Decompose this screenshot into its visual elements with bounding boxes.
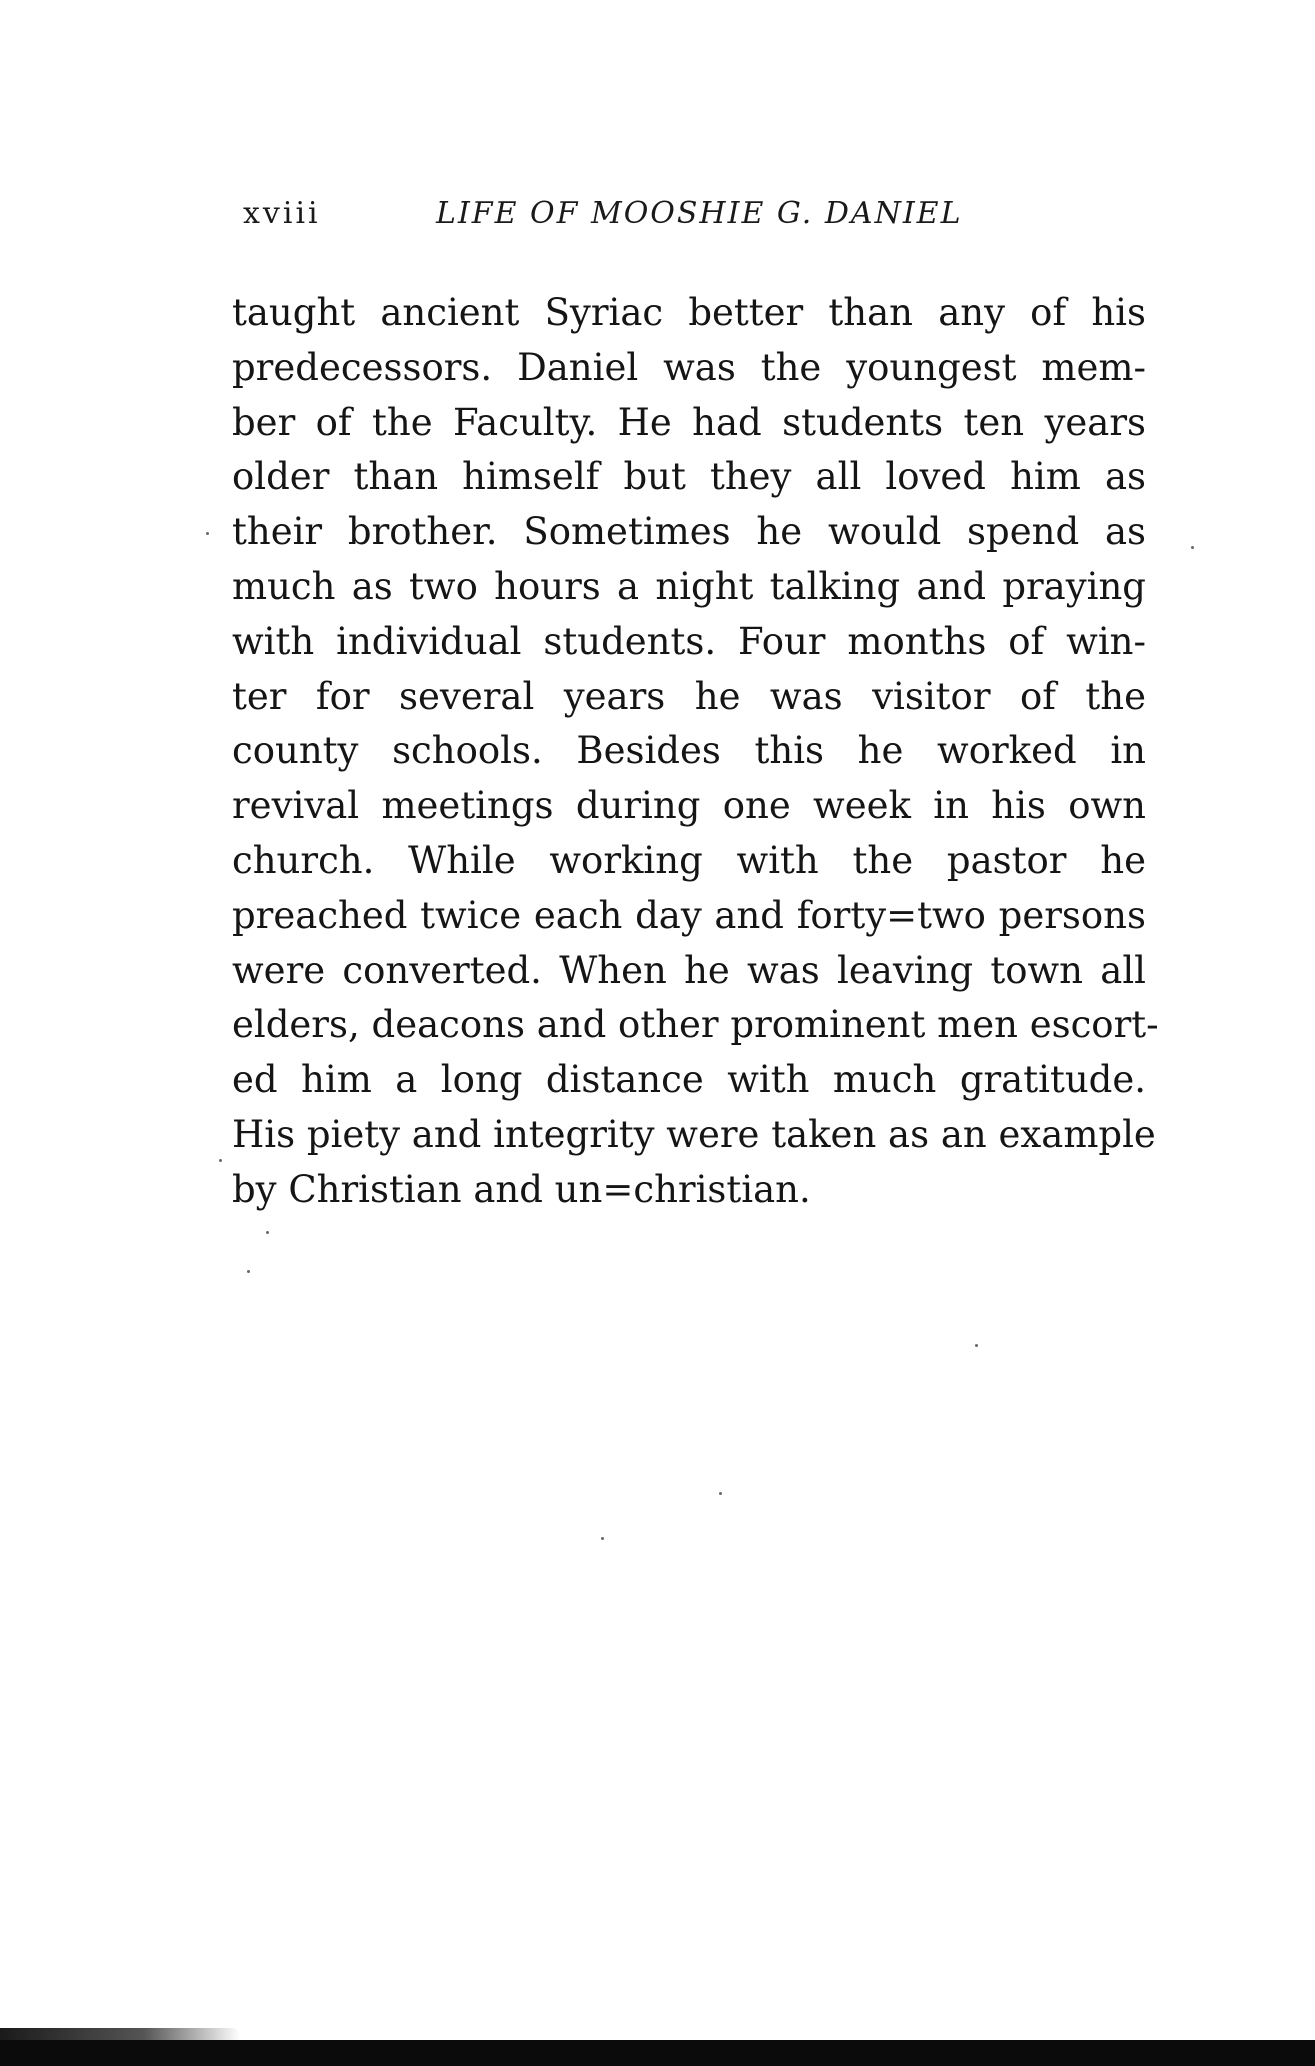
paper-speck xyxy=(206,532,209,535)
text-line: by Christian and un=christian. xyxy=(232,1167,811,1211)
text-line: were converted. When he was leaving town all xyxy=(232,948,1146,992)
paper-speck xyxy=(266,1231,269,1234)
text-line: elders, deacons and other prominent men escort- xyxy=(232,1003,1159,1047)
paper-speck xyxy=(975,1344,978,1347)
text-line: church. While working with the pastor he xyxy=(232,838,1146,882)
paper-speck xyxy=(247,1270,250,1273)
text-line: revival meetings during one week in his own xyxy=(232,784,1146,828)
text-line: preached twice each day and forty=two persons xyxy=(232,893,1146,937)
text-line: ed him a long distance with much gratitude. xyxy=(232,1058,1146,1102)
text-line: predecessors. Daniel was the youngest mem- xyxy=(232,345,1146,389)
paper-speck xyxy=(1191,546,1194,549)
text-line: with individual students. Four months of win- xyxy=(232,619,1146,663)
text-line: taught ancient Syriac better than any of his xyxy=(232,291,1146,334)
text-line: their brother. Sometimes he would spend as xyxy=(232,510,1146,554)
running-title: LIFE OF MOOSHIE G. DANIEL xyxy=(436,196,963,231)
text-line: county schools. Besides this he worked in xyxy=(232,729,1146,773)
text-line: His piety and integrity were taken as an example xyxy=(232,1112,1156,1156)
paper-speck xyxy=(219,1159,222,1162)
text-line: older than himself but they all loved him as xyxy=(232,455,1146,499)
page-number: xviii xyxy=(243,196,321,231)
paper-speck xyxy=(719,1492,722,1495)
text-line: much as two hours a night talking and praying xyxy=(232,564,1146,608)
paper-speck xyxy=(601,1537,604,1540)
scan-bottom-edge xyxy=(0,2040,1315,2066)
body-paragraph xyxy=(232,286,1159,1218)
running-head xyxy=(243,196,978,244)
text-line: ber of the Faculty. He had students ten years xyxy=(232,400,1146,444)
text-line: ter for several years he was visitor of the xyxy=(232,674,1146,718)
